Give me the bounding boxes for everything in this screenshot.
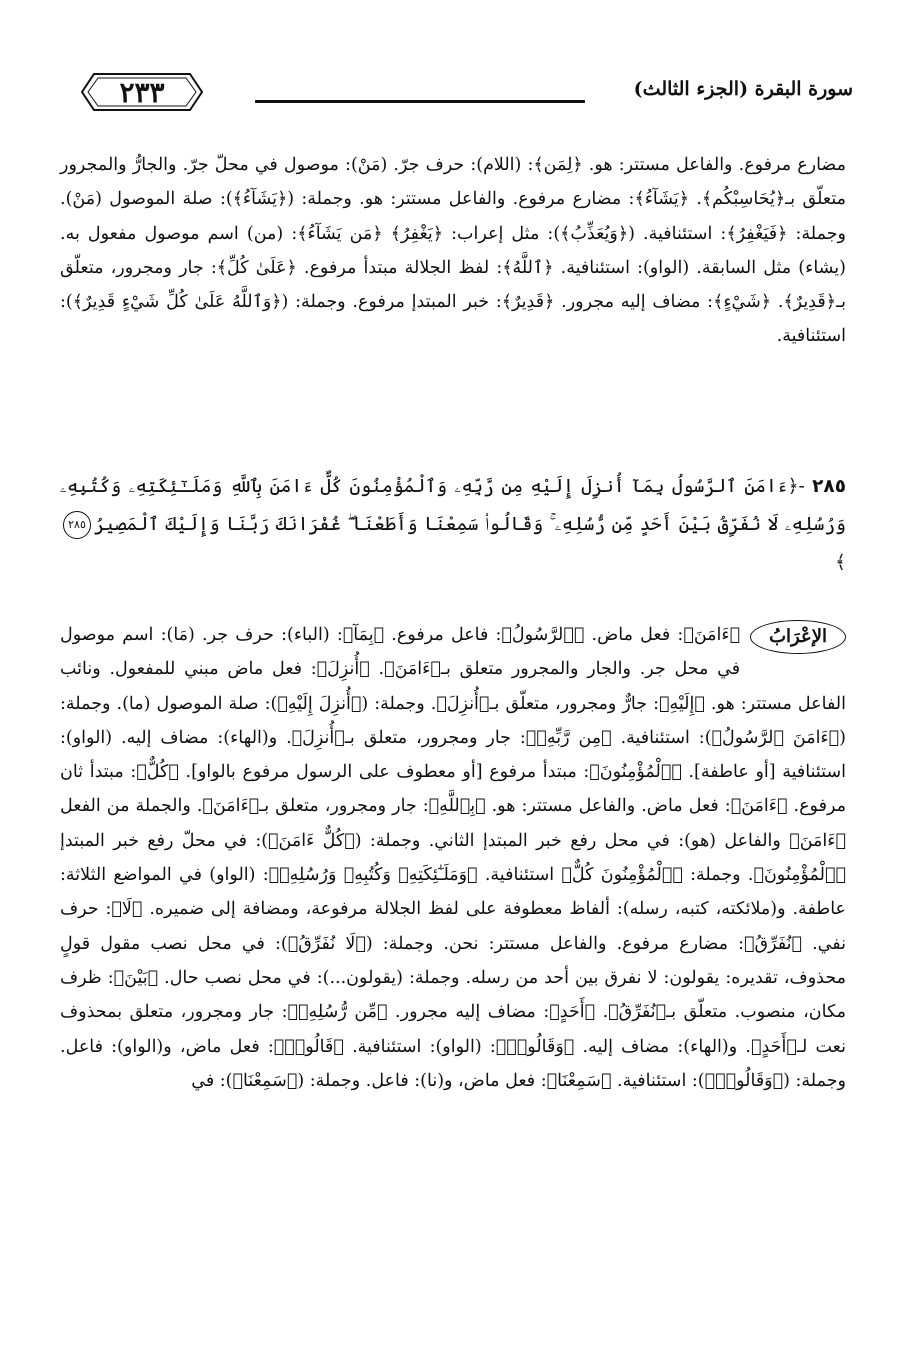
page-header — [50, 70, 853, 118]
irab-label-badge: الإعْرَابُ — [750, 620, 846, 654]
paragraph-text: مضارع مرفوع. والفاعل مستتر: هو. ﴿لِمَن﴾: (اللام): حرف جرّ. (مَنْ): موصول في محلّ جرّ. والجارُّ والمجرور متعلّق بـ﴿يُحَاسِبْكُم﴾. ﴿يَشَآءُ﴾: مضارع مرفوع. والفاعل مستتر: هو. وجملة: (﴿يَشَآءُ﴾): صلة الموصول (مَنْ). وجملة: ﴿فَيَغْفِرُ﴾: استئنافية. (﴿وَيُعَذِّبُ﴾): مثل إعراب: ﴿يَغْفِرُ﴾ ﴿مَن يَشَآءُ﴾: (من) اسم موصول مفعول به. (يشاء) مثل السابقة. (الواو): استئنافية. ﴿ٱللَّهُ﴾: لفظ الجلالة مبتدأ مرفوع. ﴿عَلَىٰ كُلِّ﴾: جار ومجرور، متعلّق بـ﴿قَدِيرٌ﴾. ﴿شَيْءٍ﴾: مضاف إليه مجرور. ﴿قَدِيرٌ﴾: خبر المبتدإ مرفوع. وجملة: (﴿وَٱللَّهُ عَلَىٰ كُلِّ شَيْءٍ قَدِيرٌ﴾): استئنافية. — [60, 155, 846, 347]
verse-text: ﴿ءَامَنَ ٱلرَّسُولُ بِمَآ أُنزِلَ إِلَيْهِ مِن رَّبِّهِۦ وَٱلْمُؤْمِنُونَ كُلٌّ ءَامَنَ بِٱللَّهِ وَمَلَـٰٓئِكَتِهِۦ وَكُتُبِهِۦ وَرُسُلِهِۦ لَا نُفَرِّقُ بَيْنَ أَحَدٍ مِّن رُّسُلِهِۦ ۚ وَقَالُوا۟ سَمِعْنَا وَأَطَعْنَا ۖ غُفْرَانَكَ رَبَّنَا وَإِلَيْكَ ٱلْمَصِيرُ — [60, 476, 846, 535]
ayah-number-marker: ٢٨٥ — [63, 511, 91, 539]
verse-paragraph — [60, 468, 846, 582]
verse-block — [60, 468, 846, 582]
page-number-frame — [80, 72, 204, 112]
verse-dash: - — [798, 476, 813, 497]
header-rule — [255, 100, 585, 103]
verse-close-bracket: ﴾ — [835, 552, 846, 573]
continued-irab-paragraph — [60, 148, 846, 354]
irab-text: ﴿ءَامَنَ﴾: فعل ماض. ﴿ٱلرَّسُولُ﴾: فاعل مرفوع. ﴿بِمَآ﴾: (الباء): حرف جر. (مَا): اسم موصول في محل جر. والجار والمجرور متعلق بـ﴿ءَامَنَ﴾. ﴿أُنزِلَ﴾: فعل ماض مبني للمفعول. ونائب الفاعل مستتر: هو. ﴿إِلَيْهِ﴾: جارٌّ ومجرور، متعلّق بـ﴿أُنزِلَ﴾. وجملة: (﴿أُنزِلَ إِلَيْهِ﴾): صلة الموصول (ما). وجملة: (﴿ءَامَنَ ٱلرَّسُولُ﴾): استئنافية. ﴿مِن رَّبِّهِۦ﴾: جار ومجرور، متعلق بـ﴿أُنزِلَ﴾. و(الهاء): مضاف إليه. (الواو): استئنافية [أو عاطفة]. ﴿ٱلْمُؤْمِنُونَ﴾: مبتدأ مرفوع [أو معطوف على الرسول مرفوع بالواو]. ﴿كُلٌّ﴾: مبتدأ ثان مرفوع. ﴿ءَامَنَ﴾: فعل ماض. والفاعل مستتر: هو. ﴿بِٱللَّهِ﴾: جار ومجرور، متعلق بـ﴿ءَامَنَ﴾. والجملة من الفعل ﴿ءَامَنَ﴾ والفاعل (هو): في محل رفع خبر المبتدإ الثاني. وجملة: (﴿كُلٌّ ءَامَنَ﴾): في محلّ رفع خبر المبتدإ ﴿ٱلْمُؤْمِنُونَ﴾. وجملة: ﴿ٱلْمُؤْمِنُونَ كُلٌّ﴾ استئنافية. ﴿وَمَلَـٰٓئِكَتِهِۦ وَكُتُبِهِۦ وَرُسُلِهِۦ﴾: (الواو) في المواضع الثلاثة: عاطفة. و(ملائكته، كتبه، رسله): ألفاظ معطوفة على لفظ الجلالة مرفوعة، ومضافة إلى ضميره. ﴿لَا﴾: حرف نفي. ﴿نُفَرِّقُ﴾: مضارع مرفوع. والفاعل مستتر: نحن. وجملة: (﴿لَا نُفَرِّقُ﴾): في محل نصب مقول قولٍ محذوف، تقديره: يقولون: لا نفرق بين أحد من رسله. وجملة: (يقولون...): في محل نصب حال. ﴿بَيْنَ﴾: ظرف مكان، منصوب. متعلّق بـ﴿نُفَرِّقُ﴾. ﴿أَحَدٍ﴾: مضاف إليه مجرور. ﴿مِّن رُّسُلِهِۦ﴾: جار ومجرور، متعلق بمحذوف نعت لـ﴿أَحَدٍ﴾. و(الهاء): مضاف إليه. ﴿وَقَالُوا۟﴾: (الواو): استئنافية. ﴿قَالُوا۟﴾: فعل ماض، و(الواو): فاعل. وجملة: (﴿وَقَالُوا۟﴾): استئنافية. ﴿سَمِعْنَا﴾: فعل ماض، و(نا): فاعل. وجملة: (﴿سَمِعْنَا﴾): في — [60, 625, 846, 1091]
page-number: ٢٣٣ — [119, 75, 165, 109]
header-title: سورة البقرة (الجزء الثالث) — [633, 78, 853, 100]
verse-number: ٢٨٥ — [812, 476, 846, 497]
irab-section — [60, 618, 846, 1098]
